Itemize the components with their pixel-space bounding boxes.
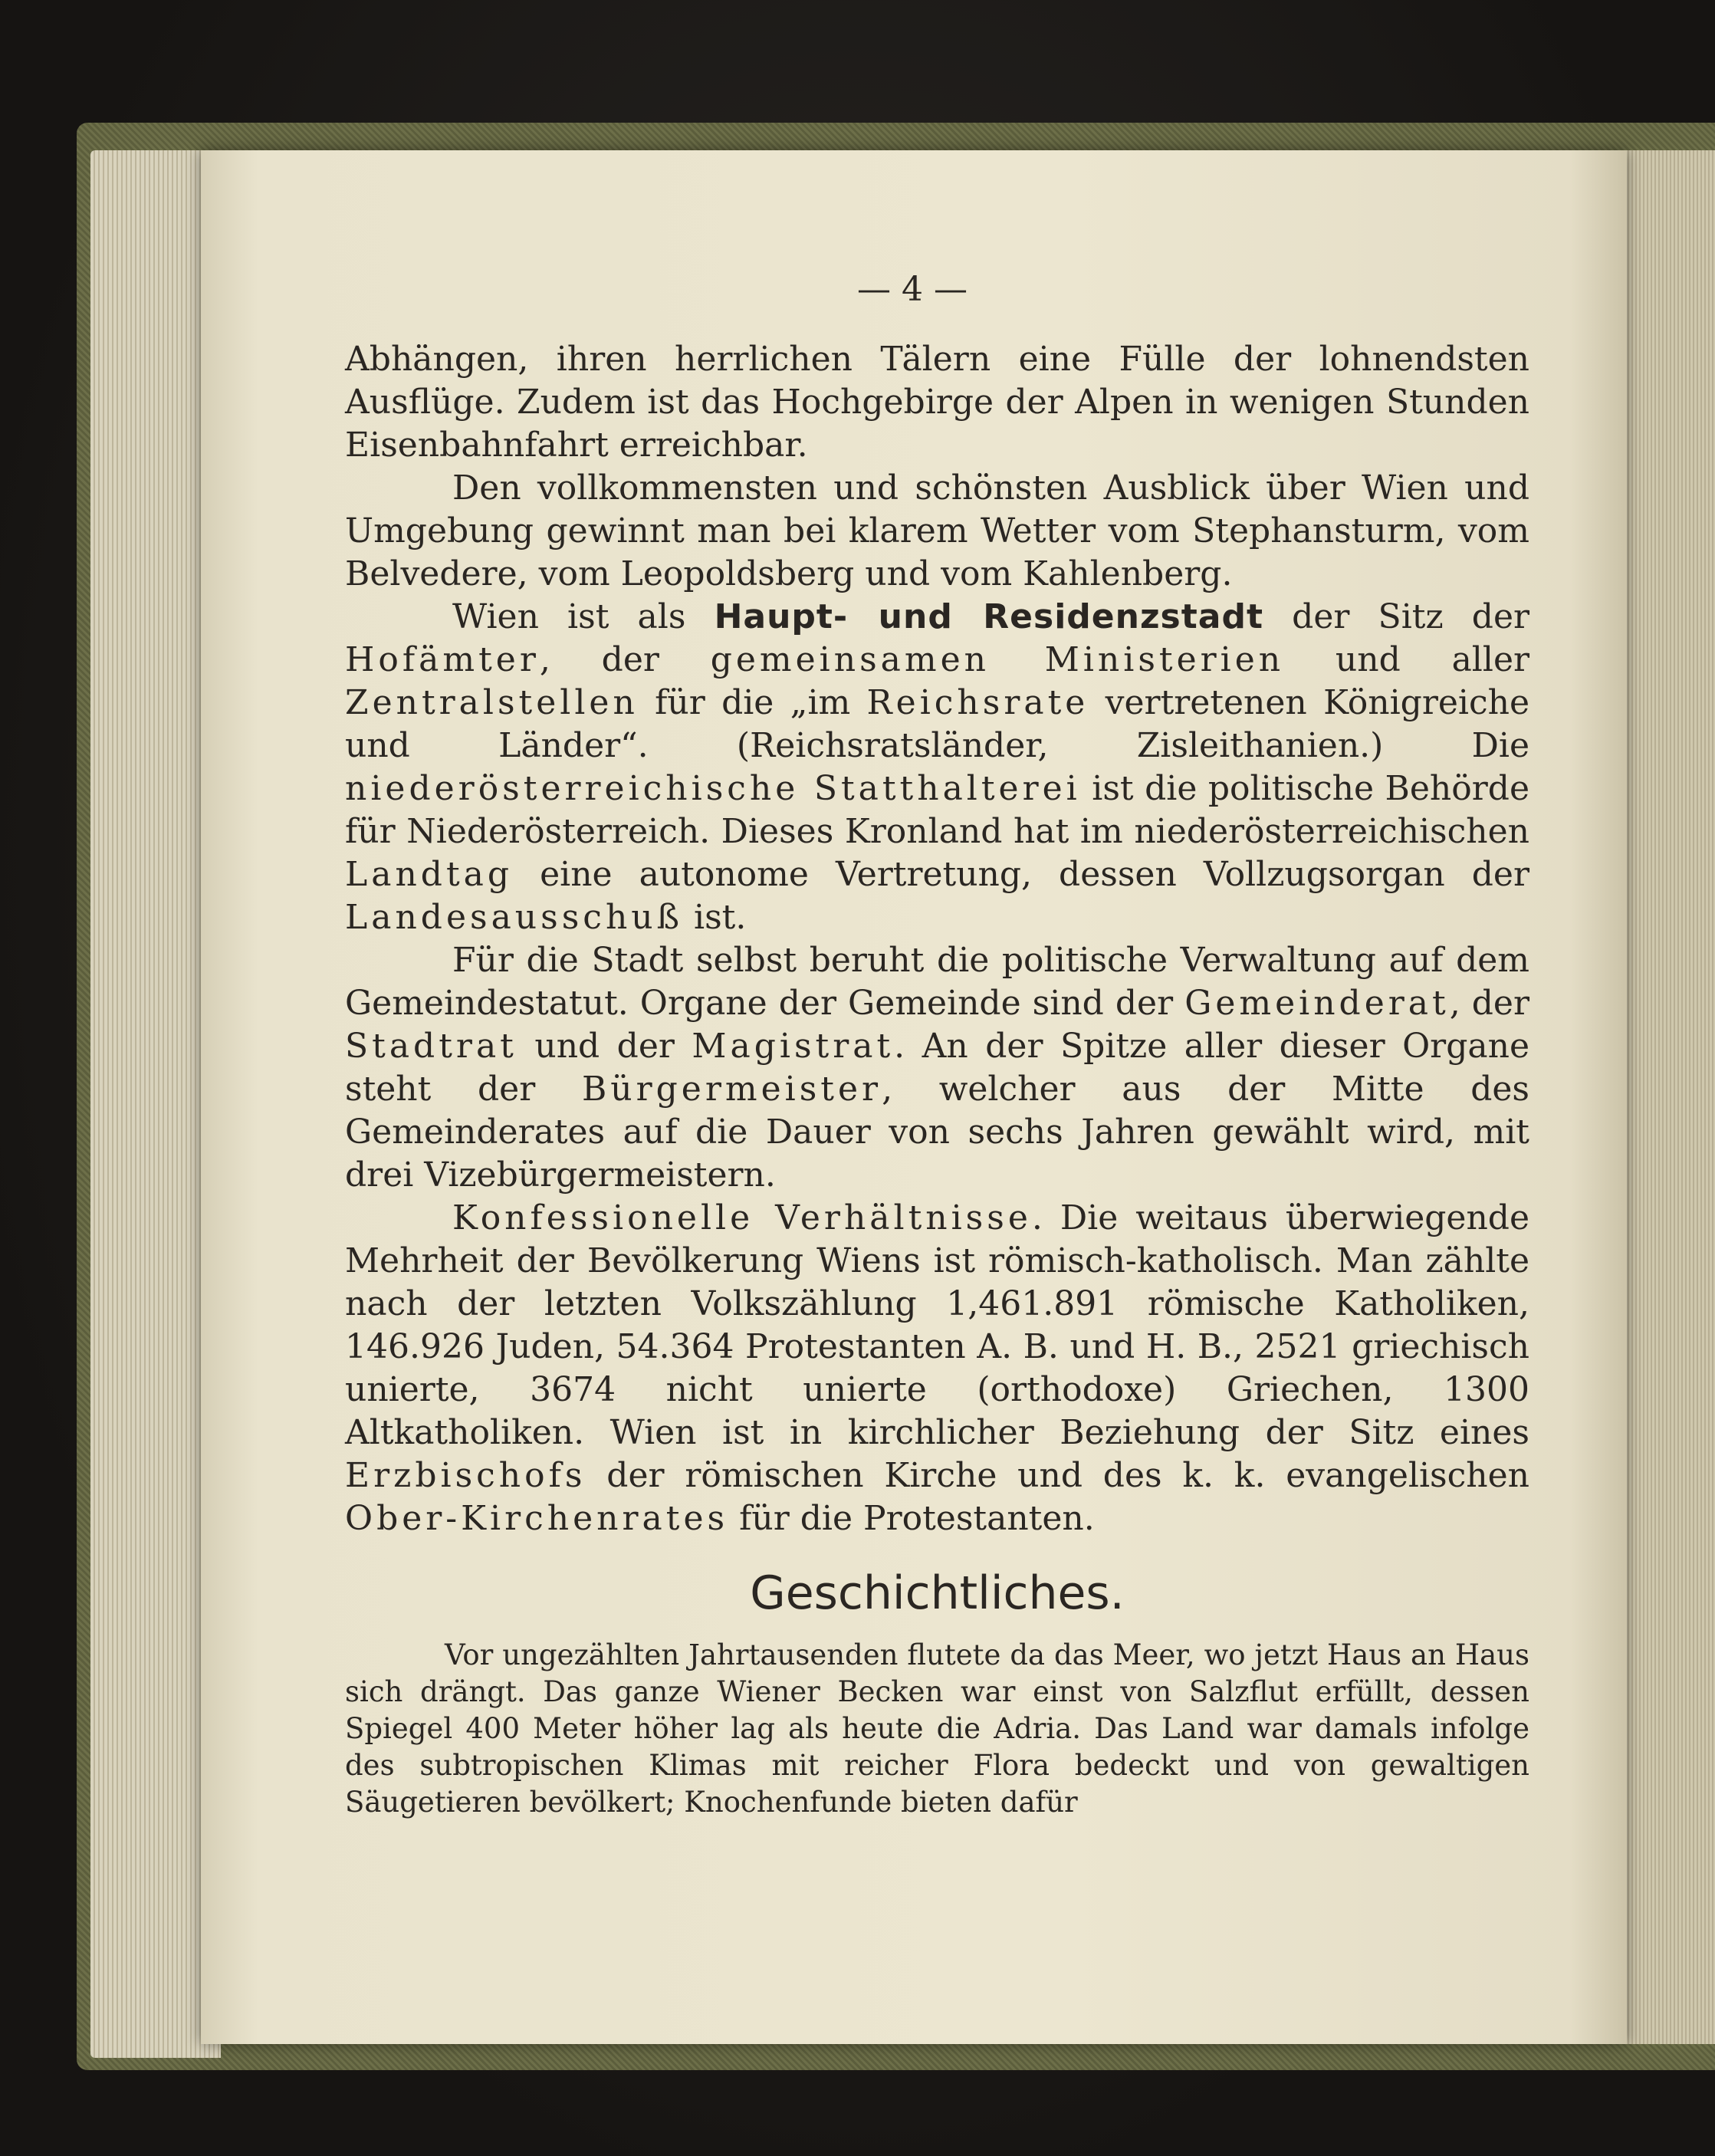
body-text bbox=[345, 338, 1529, 1540]
paragraph-verwaltung bbox=[345, 939, 1529, 1197]
paragraph-konfession bbox=[345, 1197, 1529, 1540]
spaced-term: Hofämter bbox=[345, 640, 540, 679]
spaced-term: gemeinsamen Ministerien bbox=[710, 640, 1285, 679]
spaced-term: Landtag bbox=[345, 855, 514, 894]
text-span: , der bbox=[1449, 984, 1529, 1023]
spaced-term: Reichsrate bbox=[866, 683, 1089, 722]
spaced-term: Magistrat bbox=[692, 1027, 895, 1066]
text-span: Wien ist als bbox=[452, 597, 715, 636]
text-span: der Sitz der bbox=[1263, 597, 1530, 636]
spaced-term: niederösterreichische Statthalterei bbox=[345, 769, 1081, 808]
text-span: , der bbox=[539, 640, 711, 679]
text-span: und der bbox=[517, 1027, 692, 1066]
page-content bbox=[345, 265, 1529, 1821]
text-span: für die „im bbox=[638, 683, 867, 722]
text-span: vertretenen Königreiche und Länder“. (Reichsratsländer, Zisleithanien.) Die bbox=[345, 683, 1529, 765]
text-span: ist die politische Behörde für Niederösterreich. Dieses Kronland hat im niederösterreichischen bbox=[345, 769, 1529, 851]
text-span: . An der Spitze aller dieser Organe steht der bbox=[345, 1027, 1529, 1109]
spaced-term: Stadtrat bbox=[345, 1027, 517, 1066]
text-span: Für die Stadt selbst beruht die politische Verwaltung auf dem Gemeindestatut. Organe der Gemeinde sind der bbox=[345, 941, 1529, 1023]
page-number: — 4 — bbox=[857, 270, 968, 309]
text-span: für die Protestanten. bbox=[728, 1499, 1095, 1538]
spaced-term: Bürgermeister bbox=[581, 1070, 882, 1109]
paragraph-geschichte: Vor ungezählten Jahrtausenden flutete da das Meer, wo jetzt Haus an Haus sich drängt. Das ganze Wiener Becken war einst von Salzflut erfüllt, dessen Spiegel 400 Meter höher lag als heute die Adria. Das Land war damals infolge des subtropischen Klimas mit reicher Flora bedeckt und von gewaltigen Säugetieren bevölkert; Knochenfunde bieten dafür bbox=[345, 1638, 1529, 1819]
spaced-term: Landesausschuß bbox=[345, 898, 684, 937]
text-span: , welcher aus der Mitte des Gemeinderates auf die Dauer von sechs Jahren gewählt wird, mit drei Vizebürgermeistern. bbox=[345, 1070, 1530, 1195]
section-heading: Geschichtliches. bbox=[750, 1566, 1125, 1620]
spaced-term: Ober-Kirchenrates bbox=[345, 1499, 729, 1538]
text-span: ist. bbox=[683, 898, 747, 937]
text-span: der römischen Kirche und des k. k. evangelischen bbox=[586, 1456, 1529, 1495]
paragraph-hauptstadt bbox=[345, 596, 1529, 939]
page-edges-right bbox=[1618, 150, 1715, 2044]
paragraph-continuation: Abhängen, ihren herrlichen Tälern eine Fülle der lohnendsten Ausflüge. Zudem ist das Hochgebirge der Alpen in wenigen Stunden Eisenbahnfahrt erreichbar. bbox=[345, 340, 1529, 465]
spaced-term: Erzbischofs bbox=[345, 1456, 586, 1495]
text-span: und aller bbox=[1284, 640, 1530, 679]
text-span: eine autonome Vertretung, dessen Vollzugsorgan der bbox=[513, 855, 1529, 894]
section-text bbox=[345, 1637, 1529, 1821]
emphasis-residenzstadt: Haupt- und Residenzstadt bbox=[714, 597, 1264, 636]
spaced-term: Gemeinderat bbox=[1184, 984, 1450, 1023]
text-span: . Die weitaus überwiegende Mehrheit der Bevölkerung Wiens ist römisch-katholisch. Man zählte nach der letzten Volkszählung 1,461.891 römische Katholiken, 146.926 Juden, 54.364 Protestanten A. B. und H. B., 2521 griechisch unierte, 3674 nicht unierte (orthodoxe) Griechen, 1300 Altkatholiken. Wien ist in kirchlicher Beziehung der Sitz eines bbox=[345, 1198, 1529, 1452]
paragraph-ausblick: Den vollkommensten und schönsten Ausblick über Wien und Umgebung gewinnt man bei klarem Wetter vom Stephansturm, vom Belvedere, vom Leopoldsberg und vom Kahlenberg. bbox=[345, 468, 1529, 593]
spaced-term: Konfessionelle Verhältnisse bbox=[452, 1198, 1032, 1237]
spaced-term: Zentralstellen bbox=[345, 683, 639, 722]
